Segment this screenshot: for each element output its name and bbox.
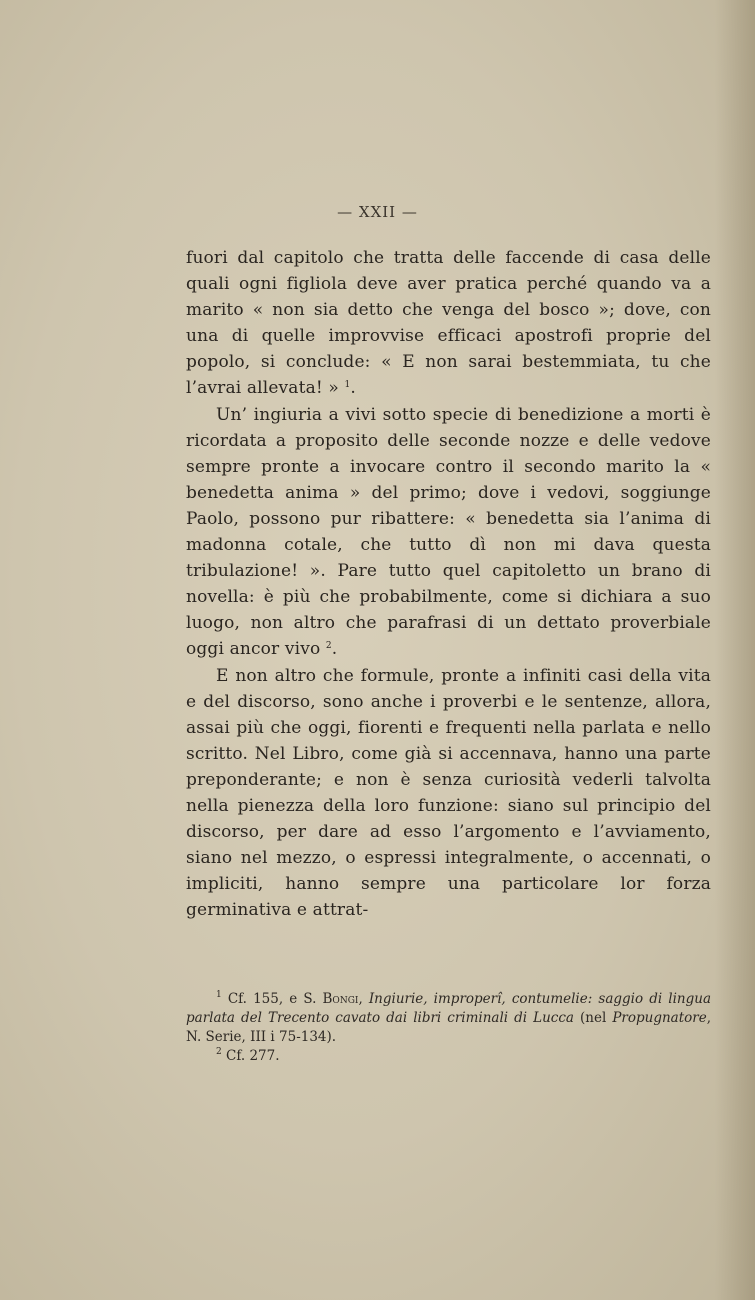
footnotes (186, 990, 711, 1066)
footnote-1-rest: , N. Serie, III i 75-134). (186, 1010, 711, 1045)
footnote-2-lead: Cf. 277. (221, 1048, 280, 1064)
footnote-ref-2[interactable]: 2 (325, 641, 332, 652)
page-edge-shadow (715, 0, 755, 1300)
paragraph-2-text: Un’ ingiuria a vivi sotto specie di benedizione a morti è ricordata a proposito delle seconde nozze e delle vedove sempre pronte a invocare contro il secondo marito la « benedetta anima » del primo; dove i vedovi, soggiunge Paolo, possono pur ribattere: « benedetta sia l’anima di madonna cotale, che tutto dì non mi dava questa tribulazione! ». Pare tutto quel capitoletto un brano di novella: è più che probabilmente, come si dichiara a suo luogo, non altro che parafrasi di un dettato proverbiale oggi ancor vivo (186, 404, 711, 660)
footnote-mark-1: 1 (216, 990, 222, 1000)
paragraph-2 (186, 402, 711, 663)
footnote-1-sep: , (358, 991, 369, 1007)
footnote-1-journal: Propugnatore (612, 1010, 707, 1026)
paragraph-1 (186, 245, 711, 402)
paragraph-3 (186, 663, 711, 924)
paragraph-2-end: . (331, 639, 338, 660)
body-text (186, 245, 711, 923)
paragraph-3-text: E non altro che formule, pronte a infiniti casi della vita e del discorso, sono anche i proverbi e le sentenze, allora, assai più che oggi, fiorenti e frequenti nella parlata e nello scritto. Nel Libro, come già si accennava, hanno una parte preponderante; e non è senza curiosità vederli talvolta nella pienezza della loro funzione: siano sul principio del discorso, per dare ad esso l’argomento e l’avviamento, siano nel mezzo, o espressi integralmente, o accennati, o impliciti, hanno sempre una particolare lor forza germinativa e attrat- (186, 665, 711, 921)
paragraph-1-end: . (350, 378, 356, 399)
footnote-ref-1[interactable]: 1 (344, 380, 351, 391)
footnote-2 (186, 1047, 711, 1066)
footnote-1 (186, 990, 711, 1047)
footnote-1-mid: (nel (573, 1010, 613, 1026)
footnote-1-author: Bongi (322, 991, 359, 1007)
footnote-1-lead: Cf. 155, e S. (221, 991, 323, 1007)
footnote-1-title: Ingiurie, improperî, contumelie: saggio di lingua parlata del Trecento cavato dai libri criminali di Lucca (186, 991, 711, 1026)
page-number: — XXII — (337, 203, 418, 221)
footnote-mark-2: 2 (216, 1047, 222, 1057)
paragraph-1-text: fuori dal capitolo che tratta delle faccende di casa delle quali ogni figliola deve aver pratica perché quando va a marito « non sia detto che venga del bosco »; dove, con una di quelle improvvise efficaci apostrofi proprie del popolo, si conclude: « E non sarai bestemmiata, tu che l’avrai allevata! » (186, 248, 711, 399)
